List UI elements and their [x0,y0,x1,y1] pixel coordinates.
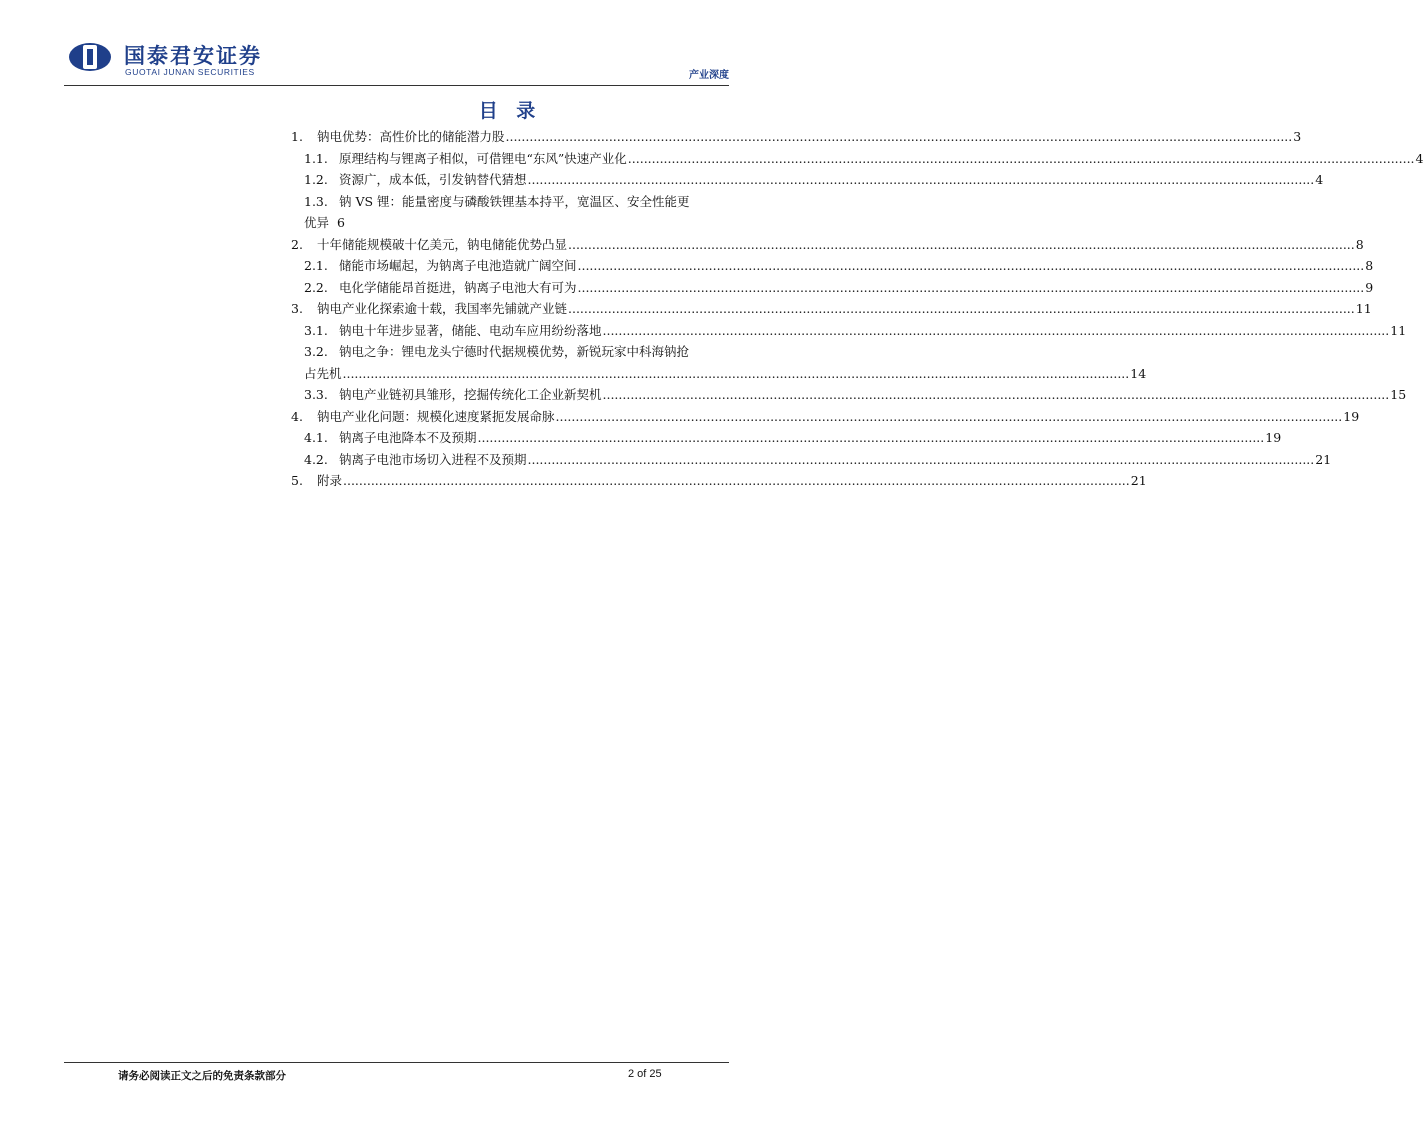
toc-entry-page: 9 [1365,279,1374,295]
toc-entry[interactable] [291,298,1372,320]
toc-entry-number: 2. [291,236,303,252]
toc-entry[interactable] [291,191,724,234]
toc-entry-title: 钠电十年进步显著，储能、电动车应用纷纷落地 [339,322,602,338]
toc-entry-title-continued: 占先机 [304,365,342,381]
toc-entry-title: 钠电优势：高性价比的储能潜力股 [317,129,505,144]
toc-entry[interactable] [291,406,1360,428]
toc-entry[interactable] [291,255,1374,277]
toc-entry[interactable] [291,341,1147,384]
toc-leader-dots [603,384,1390,406]
toc-entry[interactable] [291,449,1332,471]
guotai-junan-logo-icon [68,42,112,72]
table-of-contents [291,126,1423,492]
toc-entry-number: 4. [291,408,303,424]
toc-entry-title: 钠离子电池降本不及预期 [339,430,477,445]
toc-entry-title: 原理结构与锂离子相似，可借锂电“东风”快速产业化 [339,150,627,166]
toc-entry-page: 21 [1315,451,1332,467]
toc-entry-title: 钠电之争：锂电龙头宁德时代据规模优势，新锐玩家中科海钠抢 [339,344,690,359]
toc-leader-dots [628,148,1415,170]
toc-entry-number: 5. [291,473,303,488]
toc-entry-number: 1. [291,129,303,144]
toc-entry-number: 3.3. [304,387,328,402]
toc-entry-page: 6 [337,215,345,230]
toc-entry-number: 3. [291,301,303,316]
toc-entry-page: 19 [1343,408,1360,424]
toc-leader-dots [568,234,1355,256]
toc-entry-page: 11 [1355,301,1372,316]
toc-entry[interactable] [291,277,1374,299]
toc-entry[interactable] [291,470,1147,492]
toc-entry-page: 14 [1130,365,1147,381]
toc-entry-title: 资源广，成本低，引发钠替代猜想 [339,172,527,187]
toc-leader-dots [528,449,1315,471]
toc-entry-number: 2.2. [304,279,328,295]
toc-entry-title: 钠 VS 锂：能量密度与磷酸铁锂基本持平，宽温区、安全性能更 [339,193,690,209]
toc-leader-dots [478,427,1265,449]
toc-entry-title: 电化学储能昂首挺进，钠离子电池大有可为 [339,279,577,295]
toc-entry[interactable] [291,126,1302,148]
toc-entry-title: 十年储能规模破十亿美元，钠电储能优势凸显 [317,236,568,252]
toc-entry-page: 4 [1315,172,1324,187]
toc-entry-title: 附录 [317,473,343,488]
page-number: 2 of 25 [628,1068,662,1080]
toc-entry[interactable] [291,234,1364,256]
toc-entry-title: 钠电产业链初具雏形，挖掘传统化工企业新契机 [339,387,602,402]
toc-leader-dots [556,406,1343,428]
toc-entry[interactable] [291,427,1282,449]
toc-leader-dots [343,470,1130,492]
toc-entry-number: 2.1. [304,258,328,273]
toc-entry-title: 钠离子电池市场切入进程不及预期 [339,451,527,467]
brand-name-cn: 国泰君安证券 [124,44,262,68]
toc-entry-number: 1.3. [304,193,328,209]
toc-entry-number: 4.1. [304,430,328,445]
brand-name-en: GUOTAI JUNAN SECURITIES [125,67,255,77]
header-divider [64,85,729,86]
toc-entry-page: 8 [1365,258,1374,273]
toc-entry[interactable] [291,148,1423,170]
toc-entry[interactable] [291,169,1324,191]
toc-entry-number: 1.1. [304,150,328,166]
toc-entry-page: 19 [1265,430,1282,445]
toc-leader-dots [578,277,1365,299]
toc-entry-title: 钠电产业化探索逾十载，我国率先铺就产业链 [317,301,568,316]
toc-entry-title-continued: 优异 [304,215,330,230]
toc-entry-number: 4.2. [304,451,328,467]
toc-entry[interactable] [291,384,1407,406]
toc-leader-dots [506,126,1293,148]
toc-entry-title: 储能市场崛起，为钠离子电池造就广阔空间 [339,258,577,273]
toc-entry-page: 4 [1415,150,1423,166]
footer-divider [64,1062,729,1063]
toc-leader-dots [568,298,1355,320]
toc-entry-page: 15 [1390,387,1407,402]
toc-leader-dots [603,320,1390,342]
toc-leader-dots [578,255,1365,277]
toc-leader-dots [343,363,1130,385]
toc-title: 目 录 [478,100,542,122]
footer-disclaimer: 请务必阅读正文之后的免责条款部分 [118,1070,286,1082]
toc-entry-page: 11 [1390,322,1407,338]
toc-entry-number: 1.2. [304,172,328,187]
toc-leader-dots [528,169,1315,191]
toc-entry-title: 钠电产业化问题：规模化速度紧扼发展命脉 [317,408,555,424]
toc-entry-page: 21 [1130,473,1147,488]
report-category-tag: 产业深度 [689,70,729,81]
toc-entry-number: 3.1. [304,322,328,338]
toc-entry[interactable] [291,320,1407,342]
page-header [64,36,729,86]
toc-entry-page: 3 [1293,129,1302,144]
toc-entry-number: 3.2. [304,344,328,359]
toc-entry-page: 8 [1355,236,1364,252]
